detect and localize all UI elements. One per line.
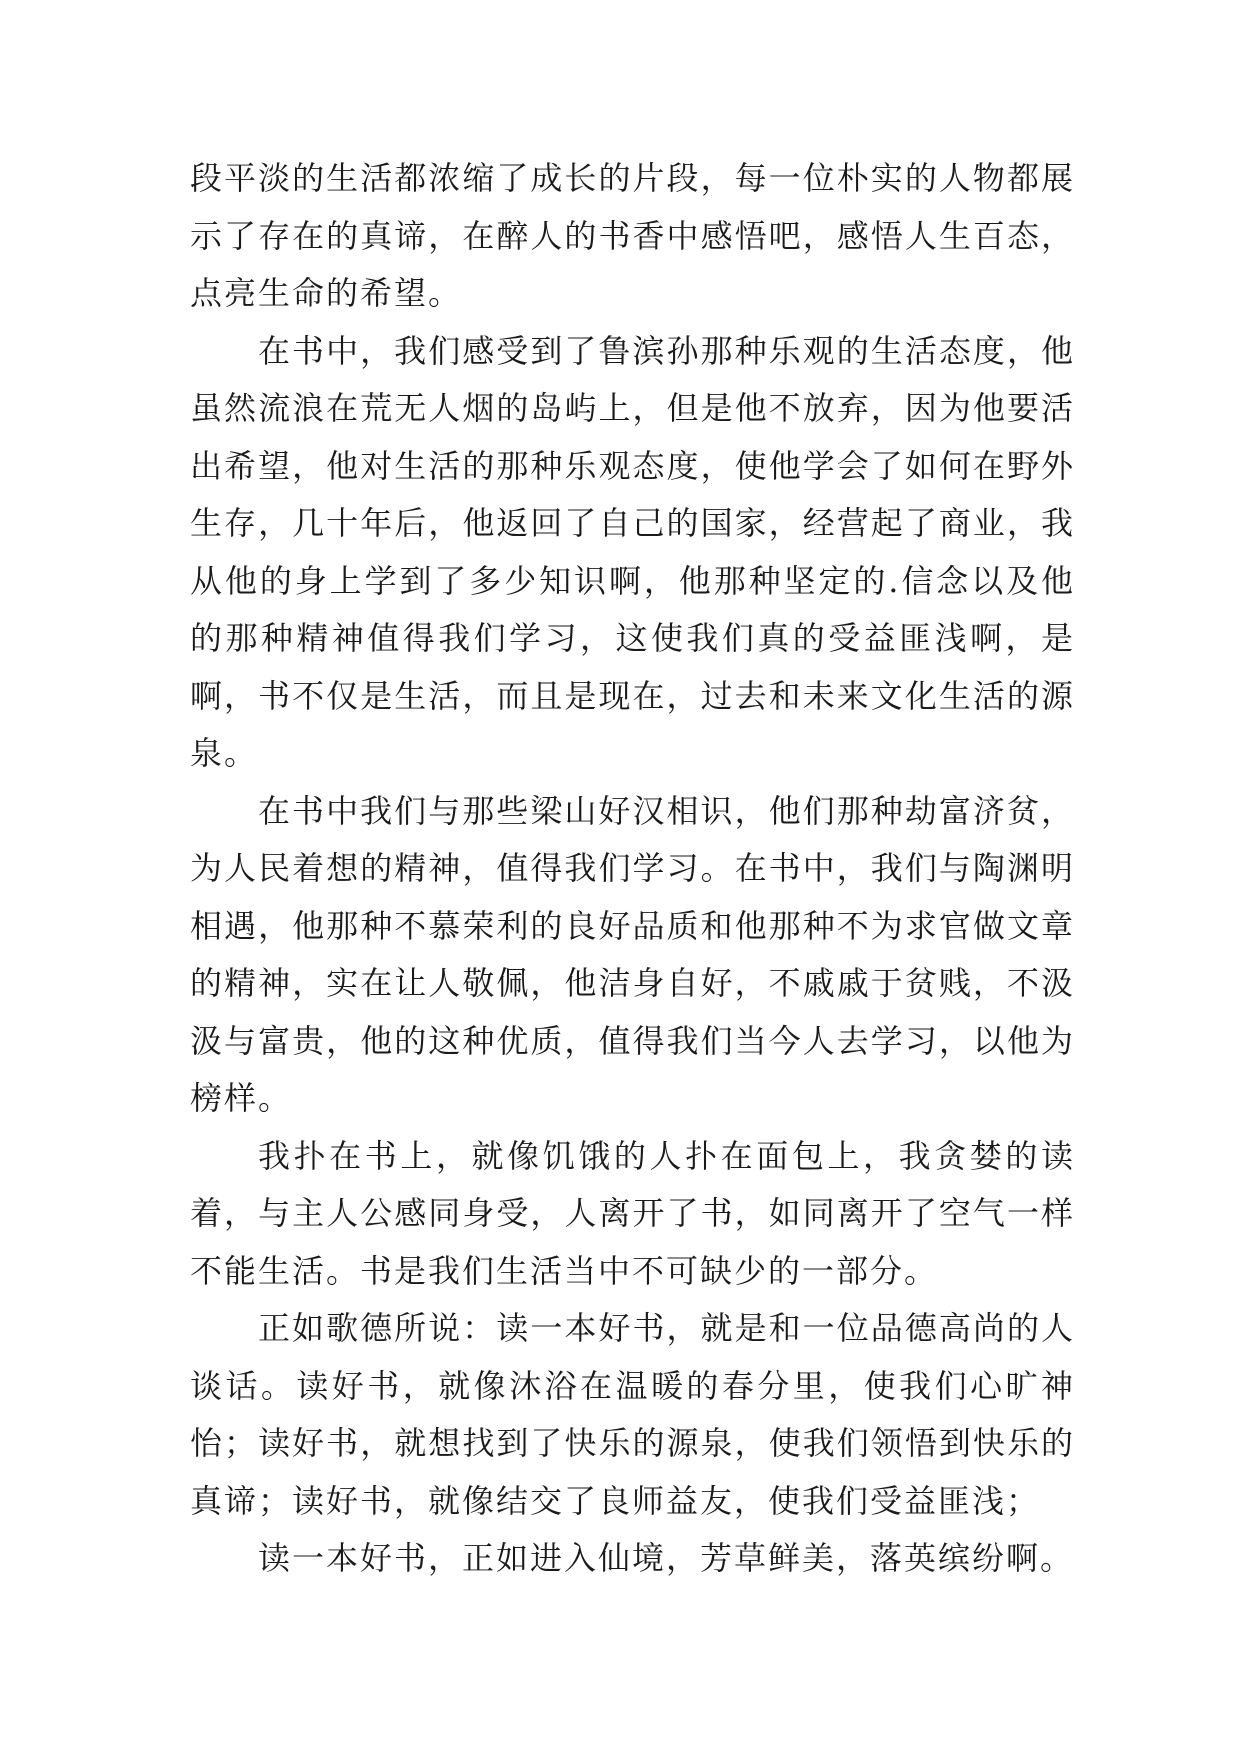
paragraph-3: 在书中我们与那些梁山好汉相识，他们那种劫富济贫，为人民着想的精神，值得我们学习。在书中，我们与陶渊明相遇，他那种不慕荣利的良好品质和他那种不为求官做文章的精神，实在让人敬佩，他洁身自好，不戚戚于贫贱，不汲汲与富贵，他的这种优质，值得我们当今人去学习，以他为榜样。	[190, 791, 1075, 1117]
paragraph-1: 段平淡的生活都浓缩了成长的片段，每一位朴实的人物都展示了存在的真谛，在醉人的书香中感悟吧，感悟人生百态，点亮生命的希望。	[190, 159, 1075, 312]
paragraph-5: 正如歌德所说：读一本好书，就是和一位品德高尚的人谈话。读好书，就像沐浴在温暖的春分里，使我们心旷神怡；读好书，就想找到了快乐的源泉，使我们领悟到快乐的真谛；读好书，就像结交了良师益友，使我们受益匪浅；	[190, 1309, 1075, 1520]
paragraph-4: 我扑在书上，就像饥饿的人扑在面包上，我贪婪的读着，与主人公感同身受，人离开了书，如同离开了空气一样不能生活。书是我们生活当中不可缺少的一部分。	[190, 1136, 1075, 1290]
document-body	[190, 150, 1075, 1588]
paragraph-6: 读一本好书，正如进入仙境，芳草鲜美，落英缤纷啊。	[258, 1539, 1075, 1577]
paragraph-2: 在书中，我们感受到了鲁滨孙那种乐观的生活态度，他虽然流浪在荒无人烟的岛屿上，但是他不放弃，因为他要活出希望，他对生活的那种乐观态度，使他学会了如何在野外生存，几十年后，他返回了自己的国家，经营起了商业，我从他的身上学到了多少知识啊，他那种坚定的.信念以及他的那种精神值得我们学习，这使我们真的受益匪浅啊，是啊，书不仅是生活，而且是现在，过去和未来文化生活的源泉。	[190, 331, 1075, 772]
